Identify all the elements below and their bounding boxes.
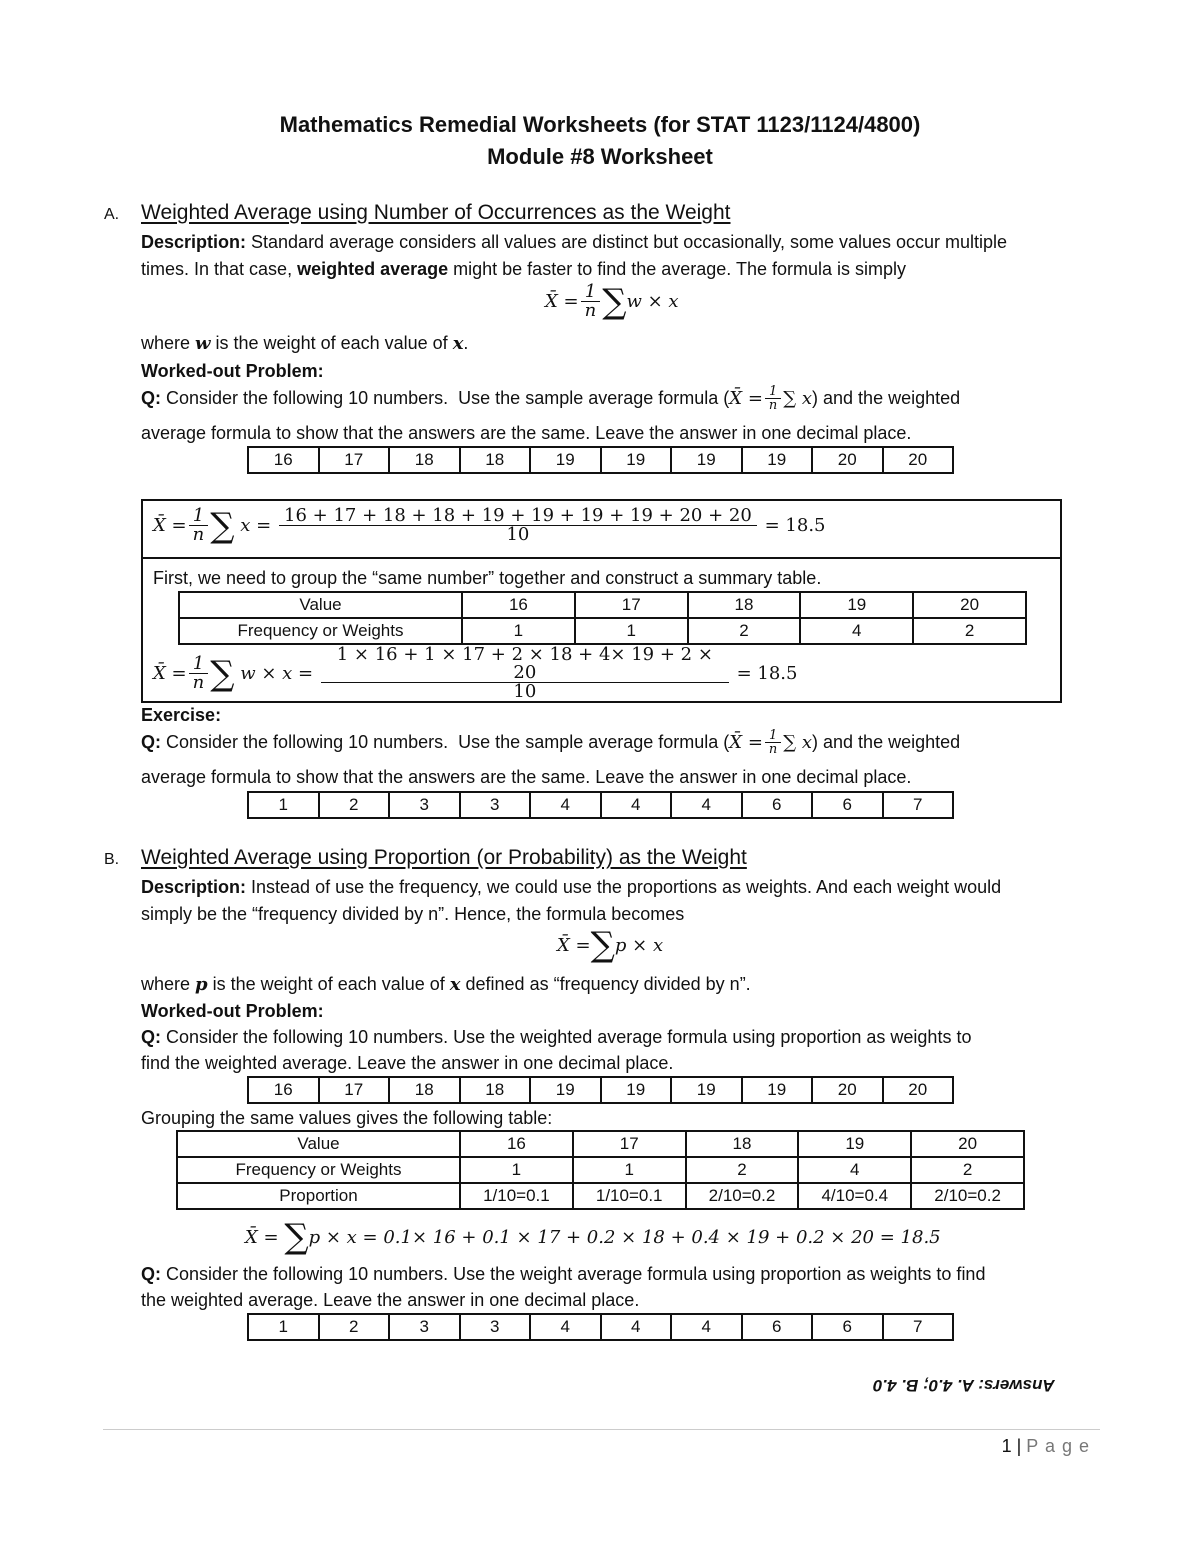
solution-big-fraction (279, 507, 757, 544)
description-text: times. In that case, (141, 259, 298, 279)
table-row (248, 792, 953, 818)
table-cell: 20 (883, 1077, 954, 1103)
page-footer (1002, 1436, 1090, 1457)
proportion-result-formula (245, 1217, 941, 1257)
table-cell: 19 (742, 1077, 813, 1103)
page-separator: | (1011, 1436, 1027, 1456)
table-cell: 17 (575, 592, 688, 618)
table-cell: 19 (530, 447, 601, 473)
table-cell: 16 (460, 1131, 573, 1157)
section-b-question-line1 (141, 1027, 971, 1048)
section-b-question-line2: find the weighted average. Leave the answer in one decimal place. (141, 1053, 674, 1073)
solution-sum-numerator: 16 + 17 + 18 + 18 + 19 + 19 + 19 + 19 + 20 + 20 (279, 507, 757, 526)
table-cell: 19 (742, 447, 813, 473)
weighted-average-formula (545, 283, 679, 320)
where-variable-w: w (195, 333, 211, 354)
table-cell: 17 (573, 1131, 686, 1157)
section-b-worked-label: Worked-out Problem: (141, 1001, 324, 1021)
table-cell: 19 (530, 1077, 601, 1103)
where-text: where (141, 974, 196, 994)
weighted-xbar: X̄ = (153, 663, 187, 684)
table-cell: 7 (883, 1314, 954, 1340)
table-cell: 4 (671, 792, 742, 818)
section-b-description-line2: simply be the “frequency divided by n”. Hence, the formula becomes (141, 904, 685, 924)
document-title: Mathematics Remedial Worksheets (for STAT 1123/1124/4800) (279, 112, 921, 137)
table-cell: 19 (601, 1077, 672, 1103)
table-cell: 16 (248, 1077, 319, 1103)
table-cell: 3 (460, 792, 531, 818)
table-cell: 2/10=0.2 (686, 1183, 799, 1209)
section-b-where-line (141, 974, 751, 995)
where-text: is the weight of each value of (207, 974, 450, 994)
table-cell: 2 (686, 1157, 799, 1183)
page-word: P a g e (1026, 1436, 1090, 1456)
table-cell: 17 (319, 1077, 390, 1103)
table-cell: 4 (798, 1157, 911, 1183)
solution-result: = 18.5 (758, 515, 826, 536)
exercise-b-numbers-table (247, 1313, 954, 1341)
table-cell: 6 (812, 1314, 883, 1340)
result-body: p × x = 0.1× 16 + 0.1 × 17 + 0.2 × 18 + 0.4 × 19 + 0.2 × 20 = 18.5 (308, 1226, 941, 1248)
table-cell: 18 (688, 592, 801, 618)
section-b-description-line1 (141, 877, 1001, 898)
table-cell: 1 (460, 1157, 573, 1183)
question-formula: X̄ = (729, 732, 763, 753)
question-text: Consider the following 10 numbers. Use the weighted average formula using proportion as weights to (161, 1027, 972, 1047)
description-text: might be faster to find the average. The formula is simply (448, 259, 907, 279)
table-cell: 18 (389, 1077, 460, 1103)
question-text: Consider the following 10 numbers. Use the weight average formula using proportion as weights to find (161, 1264, 986, 1284)
table-cell: 3 (460, 1314, 531, 1340)
question-formula-tail: ∑ x (783, 732, 813, 753)
table-cell: 4/10=0.4 (798, 1183, 911, 1209)
table-cell: 16 (462, 592, 575, 618)
question-formula-tail: ∑ x (783, 388, 813, 409)
section-a-description-line2 (141, 259, 906, 280)
section-a-question-line2: average formula to show that the answers are the same. Leave the answer in one decimal place. (141, 423, 912, 443)
section-b-heading: Weighted Average using Proportion (or Probability) as the Weight (141, 846, 747, 869)
where-text: where (141, 333, 196, 353)
table-cell: 1 (575, 618, 688, 644)
exercise-question-line2: average formula to show that the answers are the same. Leave the answer in one decimal place. (141, 767, 912, 787)
table-row (177, 1157, 1024, 1183)
formula-fraction-den: n (584, 300, 597, 321)
solution-fraction-num: 1 (189, 507, 208, 526)
weighted-fraction-den: n (192, 672, 205, 693)
table-cell: 20 (911, 1131, 1024, 1157)
table-cell: 4 (530, 792, 601, 818)
solution-fraction-den: n (192, 524, 205, 545)
group-instruction-b: Grouping the same values gives the following table: (141, 1108, 553, 1128)
question-fraction-den: n (768, 742, 778, 757)
exercise-question-line1 (141, 729, 960, 756)
table-cell: 2 (319, 792, 390, 818)
section-a-heading: Weighted Average using Number of Occurrences as the Weight (141, 201, 731, 224)
table-cell: 20 (883, 447, 954, 473)
table-row-header: Frequency or Weights (179, 618, 462, 644)
summation-icon: ∑ (210, 653, 235, 694)
table-row-header: Value (177, 1131, 460, 1157)
table-cell: 18 (686, 1131, 799, 1157)
document-subtitle: Module #8 Worksheet (487, 144, 713, 169)
formula-fraction-num: 1 (581, 283, 600, 302)
table-row (177, 1183, 1024, 1209)
table-cell: 20 (812, 447, 883, 473)
weighted-result: = 18.5 (730, 663, 798, 684)
section-b-exercise-line2: the weighted average. Leave the answer in one decimal place. (141, 1290, 640, 1310)
table-cell: 1 (248, 1314, 319, 1340)
table-cell: 2 (911, 1157, 1024, 1183)
weighted-fraction-num: 1 (189, 655, 208, 674)
description-text: Instead of use the frequency, we could use the proportions as weights. And each weight would (246, 877, 1002, 897)
solution-body: x = (234, 515, 277, 536)
question-fraction-den: n (768, 398, 778, 413)
formula-xbar: X̄ = (557, 934, 591, 956)
question-label: Q: (141, 1027, 161, 1047)
table-cell: 19 (800, 592, 913, 618)
section-a-worked-label: Worked-out Problem: (141, 361, 324, 381)
table-cell: 19 (601, 447, 672, 473)
section-a-description-line1 (141, 232, 1007, 253)
section-a-numbers-table (247, 446, 954, 474)
formula-body: w × x (626, 291, 679, 312)
section-b-summary-table (176, 1130, 1025, 1210)
question-label: Q: (141, 732, 161, 752)
question-label: Q: (141, 1264, 161, 1284)
footer-rule (103, 1429, 1100, 1430)
question-fraction-num: 1 (765, 385, 781, 399)
table-cell: 3 (389, 792, 460, 818)
table-cell: 6 (742, 792, 813, 818)
summation-icon: ∑ (210, 505, 235, 546)
weighted-solution-formula (153, 646, 797, 701)
question-text: Consider the following 10 numbers. Use the sample average formula ( (161, 388, 730, 408)
table-row-header: Proportion (177, 1183, 460, 1209)
section-b-numbers-table (247, 1076, 954, 1104)
proportion-formula (557, 925, 664, 965)
description-label: Description: (141, 877, 247, 897)
formula-xbar: X̄ = (545, 291, 579, 312)
solution-divider (143, 557, 1060, 559)
solution-formula (153, 507, 826, 544)
table-cell: 2/10=0.2 (911, 1183, 1024, 1209)
formula-body: p × x (614, 934, 664, 956)
summation-icon: ∑ (590, 925, 615, 965)
summation-icon: ∑ (602, 281, 627, 322)
weighted-fraction (189, 655, 209, 692)
table-cell: 19 (798, 1131, 911, 1157)
table-row (248, 1077, 953, 1103)
weighted-numerator: 1 × 16 + 1 × 17 + 2 × 18 + 4× 19 + 2 × 20 (321, 646, 729, 683)
question-formula: X̄ = (729, 388, 763, 409)
table-cell: 1/10=0.1 (573, 1183, 686, 1209)
table-cell: 20 (812, 1077, 883, 1103)
table-cell: 4 (601, 1314, 672, 1340)
table-row (177, 1131, 1024, 1157)
table-cell: 1 (462, 618, 575, 644)
weighted-body: w × x = (234, 663, 319, 684)
table-cell: 3 (389, 1314, 460, 1340)
table-row (248, 1314, 953, 1340)
page-number: 1 (1001, 1436, 1012, 1456)
section-a-solution-box (141, 499, 1062, 703)
table-cell: 1/10=0.1 (460, 1183, 573, 1209)
section-a-letter: A. (104, 206, 120, 223)
table-cell: 6 (742, 1314, 813, 1340)
table-row-header: Value (179, 592, 462, 618)
description-text: Standard average considers all values are distinct but occasionally, some values occur multiple (246, 232, 1008, 252)
question-label: Q: (141, 388, 161, 408)
description-label: Description: (141, 232, 247, 252)
where-variable-x: x (452, 333, 464, 354)
table-cell: 7 (883, 792, 954, 818)
section-b-letter: B. (104, 851, 120, 868)
table-cell: 20 (913, 592, 1026, 618)
table-row (179, 618, 1026, 644)
table-cell: 2 (319, 1314, 390, 1340)
exercise-label: Exercise: (141, 705, 222, 725)
result-xbar: X̄ = (245, 1226, 285, 1248)
question-text-end: ) and the weighted (812, 732, 961, 752)
table-cell: 2 (913, 618, 1026, 644)
table-cell: 4 (800, 618, 913, 644)
group-instruction: First, we need to group the “same number” together and construct a summary table. (153, 568, 822, 588)
exercise-a-numbers-table (247, 791, 954, 819)
summation-icon: ∑ (284, 1217, 309, 1257)
section-a-summary-table (178, 591, 1027, 645)
table-cell: 1 (248, 792, 319, 818)
table-cell: 18 (389, 447, 460, 473)
table-cell: 16 (248, 447, 319, 473)
table-cell: 17 (319, 447, 390, 473)
solution-sum-denominator: 10 (506, 524, 530, 545)
where-text: . (463, 333, 469, 353)
table-cell: 6 (812, 792, 883, 818)
formula-fraction (581, 283, 601, 320)
solution-fraction (189, 507, 209, 544)
table-cell: 1 (573, 1157, 686, 1183)
where-text: is the weight of each value of (210, 333, 453, 353)
table-cell: 2 (688, 618, 801, 644)
table-cell: 4 (671, 1314, 742, 1340)
section-a-question-line1 (141, 385, 960, 412)
table-row-header: Frequency or Weights (177, 1157, 460, 1183)
solution-xbar: X̄ = (153, 515, 187, 536)
table-cell: 18 (460, 1077, 531, 1103)
question-fraction (765, 385, 781, 412)
where-text: defined as “frequency divided by n”. (460, 974, 751, 994)
question-fraction-num: 1 (765, 729, 781, 743)
description-emphasis: weighted average (297, 259, 449, 279)
section-a-where-line (141, 333, 468, 354)
question-fraction (765, 729, 781, 756)
table-cell: 4 (530, 1314, 601, 1340)
table-row (248, 447, 953, 473)
where-variable-p: p (195, 974, 208, 995)
question-text: Consider the following 10 numbers. Use the sample average formula ( (161, 732, 730, 752)
table-cell: 19 (671, 1077, 742, 1103)
question-text-end: ) and the weighted (812, 388, 961, 408)
weighted-big-fraction (321, 646, 729, 701)
answers-upside-down: Answers: A. 4.0; B. 4.0 (873, 1376, 1055, 1395)
weighted-denominator: 10 (513, 681, 537, 702)
table-cell: 19 (671, 447, 742, 473)
where-variable-x: x (449, 974, 461, 995)
table-cell: 4 (601, 792, 672, 818)
table-cell: 18 (460, 447, 531, 473)
table-row (179, 592, 1026, 618)
section-b-exercise-line1 (141, 1264, 985, 1285)
